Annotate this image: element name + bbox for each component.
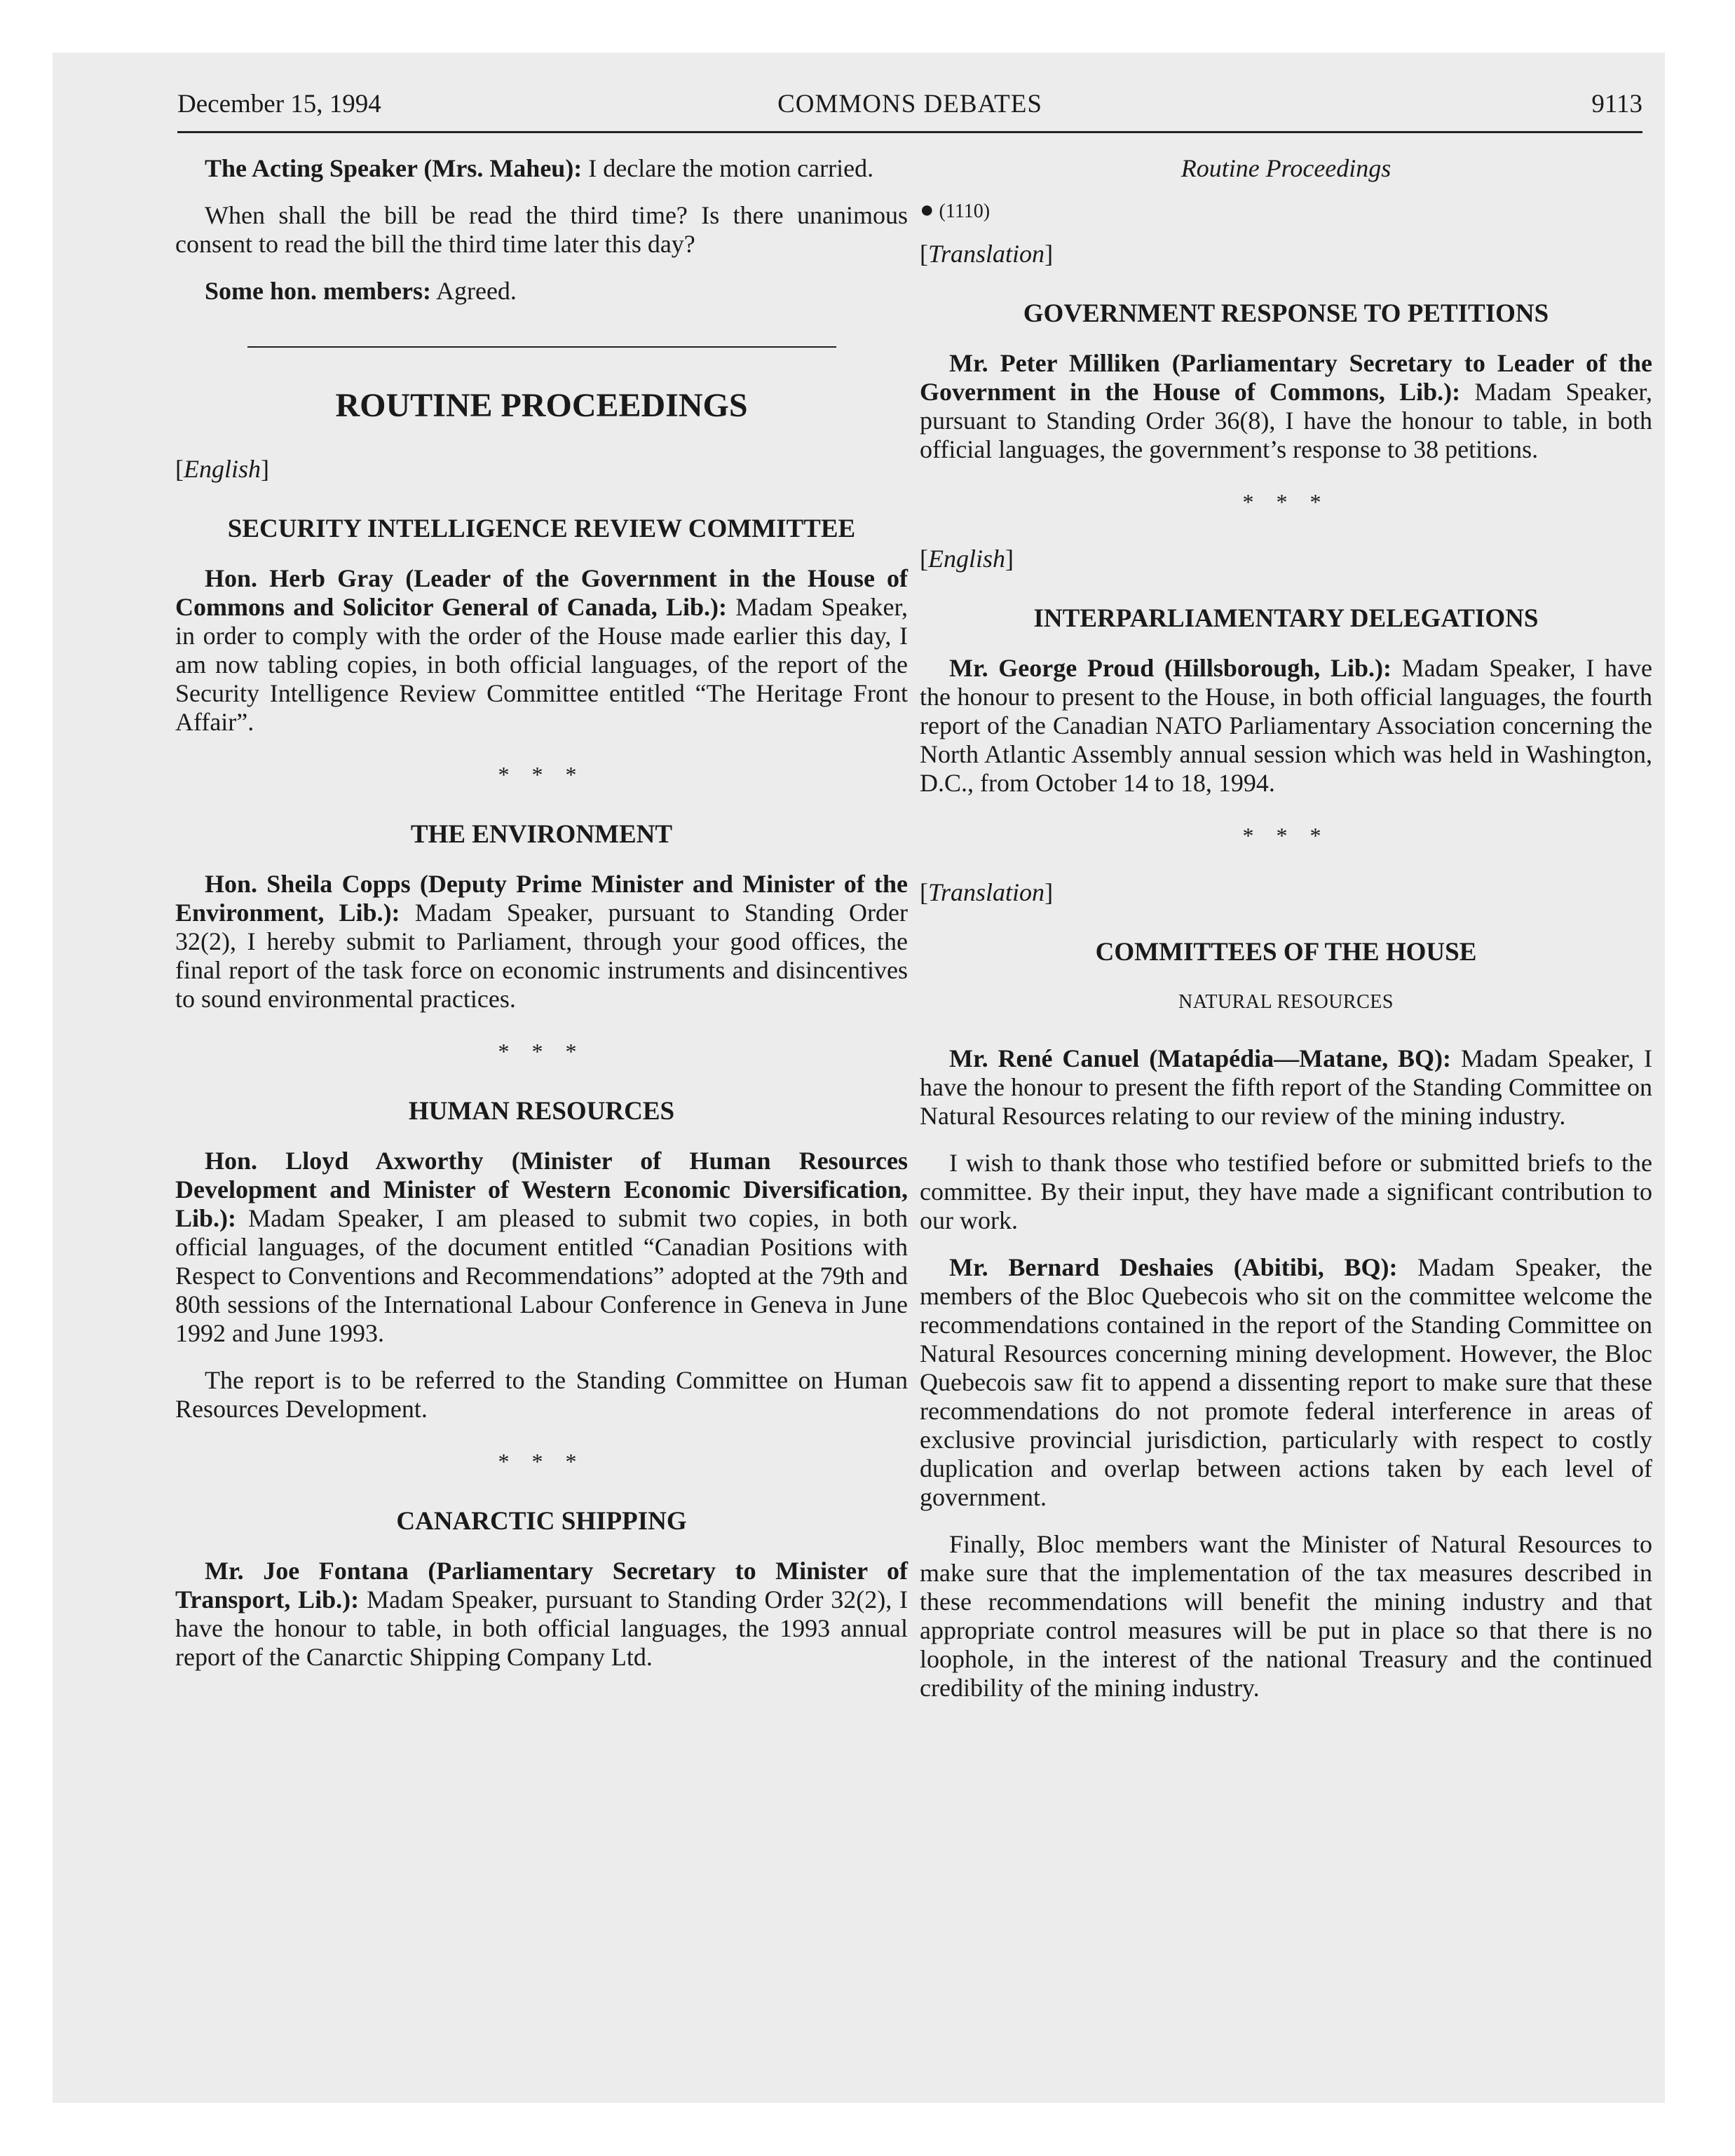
header-date: December 15, 1994 bbox=[177, 90, 381, 118]
main-section-title: ROUTINE PROCEEDINGS bbox=[335, 387, 748, 424]
page-sheet bbox=[53, 53, 1665, 2103]
speech-text: Madam Speaker, I have the honour to present to the House, in both official languages, the fourth report of the Canadian NATO Parliamentary Association concerning the North Atlantic Assembly annual session which was held in Washington, D.C., from October 14 to 18, 1994. bbox=[920, 654, 1652, 797]
section-title: INTERPARLIAMENTARY DELEGATIONS bbox=[1033, 604, 1539, 633]
paragraph: Finally, Bloc members want the Minister of Natural Resources to make sure that the implementation of the tax measures described in these recommendations will benefit the mining industry and that appropriate control measures will be put in place so that there is no loophole, in the interest of the national Treasury and the continued credibility of the mining industry. bbox=[920, 1530, 1652, 1702]
speech-text: Agreed. bbox=[430, 277, 517, 305]
speaker-name: Some hon. members: bbox=[205, 277, 431, 305]
paragraph bbox=[920, 1044, 1652, 1131]
language-tag: [English] bbox=[175, 455, 270, 483]
language-tag: [Translation] bbox=[920, 878, 1054, 906]
paragraph bbox=[175, 1557, 908, 1672]
speech-text: Madam Speaker, the members of the Bloc Quebecois who sit on the committee welcome the recommendations contained in the report of the Standing Committee on Natural Resources concerning mining development. However, the Bloc Quebecois saw fit to append a dissenting report to make sure that these recommendations do not promote federal interference in areas of exclusive provincial jurisdiction, particularly with respect to costly duplication and overlap between actions taken by each level of government. bbox=[920, 1253, 1653, 1511]
running-head: Routine Proceedings bbox=[1181, 154, 1392, 182]
speech-text: I declare the motion carried. bbox=[582, 154, 874, 182]
speaker-name: Mr. Joe Fontana (Parliamentary Secretary to Minister of Transport, Lib.): bbox=[175, 1557, 908, 1613]
section-separator: * * * bbox=[498, 1039, 585, 1064]
speaker-name: Hon. Sheila Copps (Deputy Prime Minister and Minister of the Environment, Lib.): bbox=[175, 870, 908, 927]
right-column bbox=[920, 154, 1652, 1721]
paragraph bbox=[920, 349, 1652, 464]
speaker-name: Mr. René Canuel (Matapédia—Matane, BQ): bbox=[949, 1044, 1451, 1072]
section-separator: * * * bbox=[1242, 489, 1330, 514]
speaker-name: Hon. Herb Gray (Leader of the Government in the House of Commons and Solicitor General of Canada, Lib.): bbox=[175, 564, 908, 621]
paragraph bbox=[175, 277, 908, 306]
paragraph bbox=[175, 154, 908, 183]
section-title: CANARCTIC SHIPPING bbox=[396, 1507, 687, 1536]
header-publication: COMMONS DEBATES bbox=[777, 90, 1042, 118]
paragraph bbox=[175, 564, 908, 737]
section-title: HUMAN RESOURCES bbox=[408, 1097, 675, 1126]
speaker-name: Mr. Peter Milliken (Parliamentary Secretary to Leader of the Government in the House of Commons, Lib.): bbox=[920, 349, 1652, 406]
paragraph: The report is to be referred to the Standing Committee on Human Resources Development. bbox=[175, 1366, 908, 1423]
speech-text: Madam Speaker, pursuant to Standing Order 36(8), I have the honour to table, in both official languages, the government’s response to 38 petitions. bbox=[920, 378, 1652, 463]
language-tag: [Translation] bbox=[920, 240, 1054, 268]
speech-text: Madam Speaker, pursuant to Standing Order 32(2), I have the honour to table, in both official languages, the 1993 annual report of the Canarctic Shipping Company Ltd. bbox=[175, 1585, 909, 1671]
paragraph bbox=[175, 870, 908, 1014]
section-divider bbox=[247, 346, 836, 348]
section-title: COMMITTEES OF THE HOUSE bbox=[1095, 938, 1477, 967]
paragraph: I wish to thank those who testified before or submitted briefs to the committee. By their input, they have made a significant contribution to our work. bbox=[920, 1149, 1652, 1234]
page-header bbox=[177, 89, 1642, 133]
speaker-name: The Acting Speaker (Mrs. Maheu): bbox=[205, 154, 583, 182]
section-separator: * * * bbox=[1242, 823, 1330, 848]
speaker-name: Hon. Lloyd Axworthy (Minister of Human Resources Development and Minister of Western Economic Diversification, Lib.): bbox=[175, 1147, 908, 1232]
language-tag: [English] bbox=[920, 545, 1014, 573]
left-column bbox=[175, 154, 908, 1690]
section-title: THE ENVIRONMENT bbox=[410, 820, 673, 849]
section-separator: * * * bbox=[498, 762, 585, 787]
speech-text: Madam Speaker, pursuant to Standing Order 32(2), I hereby submit to Parliament, through your good offices, the final report of the task force on economic instruments and disincentives to sound environmental practices. bbox=[175, 899, 908, 1013]
speech-text: Madam Speaker, I have the honour to present the fifth report of the Standing Committee on Natural Resources relating to our review of the mining industry. bbox=[920, 1044, 1652, 1130]
page-number: 9113 bbox=[1591, 90, 1642, 118]
paragraph: When shall the bill be read the third time? Is there unanimous consent to read the bill the third time later this day? bbox=[175, 201, 908, 258]
speaker-name: Mr. George Proud (Hillsborough, Lib.): bbox=[949, 654, 1392, 682]
section-title: GOVERNMENT RESPONSE TO PETITIONS bbox=[1023, 299, 1549, 328]
paragraph bbox=[175, 1147, 908, 1348]
subsection-title: NATURAL RESOURCES bbox=[1178, 991, 1394, 1013]
speech-text: Madam Speaker, I am pleased to submit two copies, in both official languages, of the document entitled “Canadian Positions with Respect to Conventions and Recommendations” adopted at the 79th and 80th sessions of the International Labour Conference in Geneva in June 1992 and June 1993. bbox=[175, 1204, 908, 1347]
bullet-icon: ● bbox=[920, 197, 934, 223]
section-title: SECURITY INTELLIGENCE REVIEW COMMITTEE bbox=[227, 514, 856, 543]
section-separator: * * * bbox=[498, 1449, 585, 1474]
speech-text: Madam Speaker, in order to comply with the order of the House made earlier this day, I am now tabling copies, in both official languages, of the report of the Security Intelligence Review Committee entitled “The Heritage Front Affair”. bbox=[175, 593, 908, 736]
paragraph bbox=[920, 654, 1652, 798]
paragraph bbox=[920, 1253, 1652, 1512]
time-marker: ● (1110) bbox=[920, 197, 991, 223]
speaker-name: Mr. Bernard Deshaies (Abitibi, BQ): bbox=[949, 1253, 1398, 1281]
